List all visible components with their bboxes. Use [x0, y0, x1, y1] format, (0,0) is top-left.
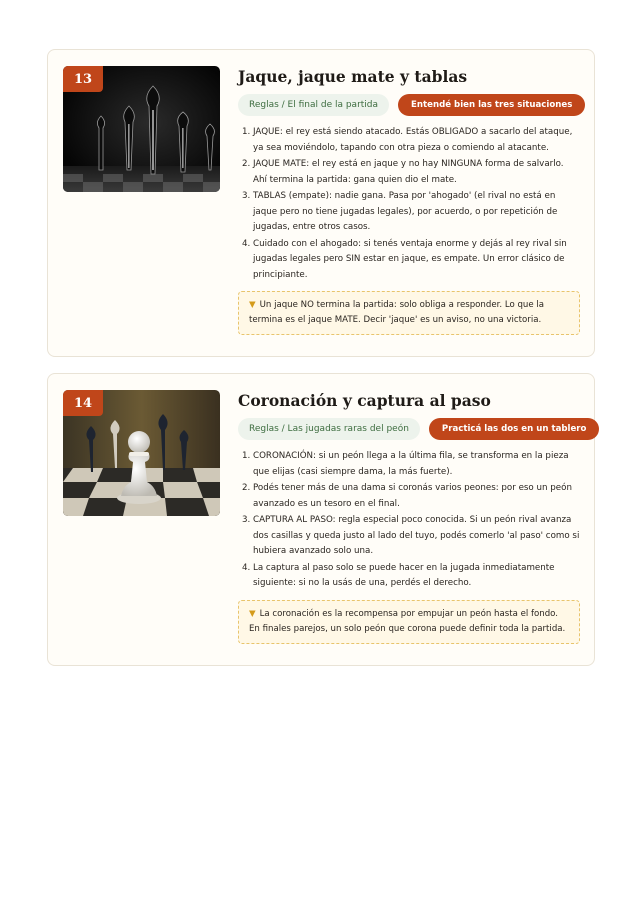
list-item: 4. Cuidado con el ahogado: si tenés ventaja enorme y dejás al rey rival sin jugadas legales pero SIN estar en jaque, es empate. Un error clásico de principiante. — [253, 237, 580, 284]
tip-box — [238, 600, 580, 644]
lesson-content — [238, 390, 587, 644]
list-item: 4. La captura al paso solo se puede hacer en la jugada inmediatamente siguiente: si no la usás de una, perdés el derecho. — [253, 561, 580, 592]
lesson-image-white-pawn — [63, 390, 220, 516]
lesson-number-badge: 14 — [63, 390, 103, 416]
lesson-card — [47, 373, 595, 666]
lesson-card — [47, 49, 595, 357]
lesson-image-dark-chess — [63, 66, 220, 192]
list-item: 2. Podés tener más de una dama si coronás varios peones: por eso un peón avanzado es un tesoro en el final. — [253, 481, 580, 512]
lesson-action-button[interactable]: Entendé bien las tres situaciones — [398, 94, 585, 116]
list-item: 3. CAPTURA AL PASO: regla especial poco conocida. Si un peón rival avanza dos casillas y queda justo al lado del tuyo, podés comerlo 'al paso' como si hubiera avanzado solo una. — [253, 513, 580, 560]
lesson-title: Coronación y captura al paso — [238, 391, 491, 410]
lesson-points-list — [238, 125, 580, 283]
list-item: 3. TABLAS (empate): nadie gana. Pasa por 'ahogado' (el rival no está en jaque pero no tiene jugadas legales), por acuerdo, o por repetición de jugadas, entre otros casos. — [253, 189, 580, 236]
lightbulb-icon: ▼ — [249, 300, 256, 310]
category-tag: Reglas / El final de la partida — [238, 94, 389, 116]
tip-box — [238, 291, 580, 335]
list-item: 1. CORONACIÓN: si un peón llega a la última fila, se transforma en la pieza que elijas (casi siempre dama, la más fuerte). — [253, 449, 580, 480]
lesson-content — [238, 66, 580, 335]
lesson-meta-row — [238, 94, 580, 116]
list-item: 1. JAQUE: el rey está siendo atacado. Estás OBLIGADO a sacarlo del ataque, ya sea moviéndolo, tapando con otra pieza o comiendo al atacante. — [253, 125, 580, 156]
tip-text: La coronación es la recompensa por empujar un peón hasta el fondo. En finales parejos, un solo peón que corona puede definir toda la partida. — [249, 608, 566, 634]
category-tag: Reglas / Las jugadas raras del peón — [238, 418, 420, 440]
tip-text: Un jaque NO termina la partida: solo obliga a responder. Lo que la termina es el jaque MATE. Decir 'jaque' es un aviso, no una victoria. — [249, 300, 545, 325]
lesson-title: Jaque, jaque mate y tablas — [238, 67, 468, 86]
lesson-number-badge: 13 — [63, 66, 103, 92]
lightbulb-icon: ▼ — [249, 608, 256, 619]
lesson-points-list — [238, 449, 580, 592]
lesson-action-button[interactable]: Practicá las dos en un tablero — [429, 418, 600, 440]
list-item: 2. JAQUE MATE: el rey está en jaque y no hay NINGUNA forma de salvarlo. Ahí termina la partida: gana quien dio el mate. — [253, 157, 580, 188]
lesson-meta-row — [238, 418, 587, 440]
